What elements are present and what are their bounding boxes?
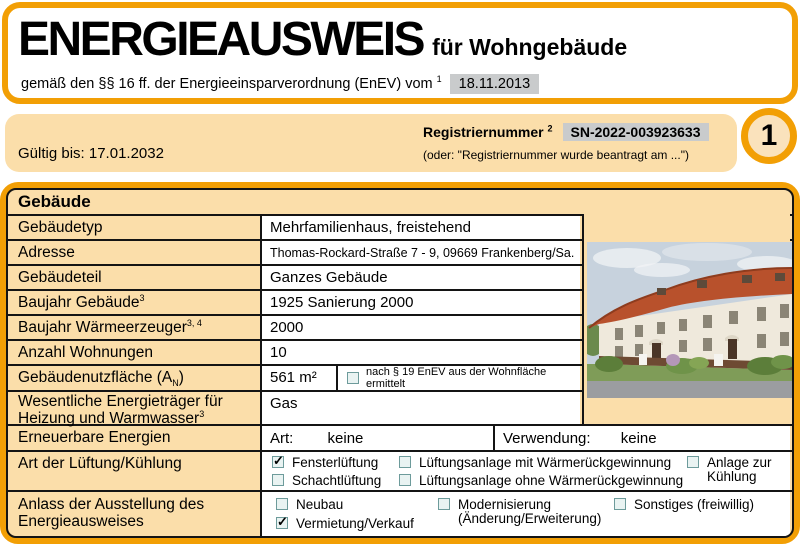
row-value-gebaeudeteil: Ganzes Gebäude xyxy=(260,266,580,289)
law-reference xyxy=(21,74,539,94)
checkbox-label: Neubau xyxy=(296,497,344,512)
checkbox-vermietung-verkauf[interactable] xyxy=(276,517,288,529)
footnote-marker: 3, 4 xyxy=(186,317,202,328)
title-line xyxy=(18,13,792,66)
row-value-baujahr-waermeerzeuger: 2000 xyxy=(260,316,580,339)
checkbox-label: Schachtlüftung xyxy=(292,473,382,488)
row-value-anlass xyxy=(260,492,790,536)
valid-until-date: 17.01.2032 xyxy=(88,145,164,162)
verwendung-value: keine xyxy=(620,430,657,447)
row-label-lueftung: Art der Lüftung/Kühlung xyxy=(18,455,182,472)
checkbox-label: Kühlung xyxy=(707,469,757,484)
building-photo xyxy=(587,242,792,398)
row-label-baujahr-waermeerzeuger: Baujahr Wärmeerzeuger$^{3, 4}$ xyxy=(18,317,202,336)
row-value-energietraeger: Gas xyxy=(260,392,580,424)
checkbox-wohnflaeche-ermittelt[interactable] xyxy=(347,372,359,384)
verwendung-label: Verwendung: xyxy=(503,430,591,447)
art-value: keine xyxy=(327,430,364,447)
row-value-nutzflaeche xyxy=(260,366,580,390)
row-value-lueftung xyxy=(260,452,790,490)
page-title: ENERGIEAUSWEIS xyxy=(18,13,424,66)
row-label-energietraeger: Wesentliche Energieträger für Heizung und Warmwasser$^3$ xyxy=(18,393,223,427)
registration-line xyxy=(423,123,709,141)
valid-until-label: Gültig bis: xyxy=(18,145,85,162)
footnote-marker: 3 xyxy=(199,408,205,419)
row-value-adresse: Thomas-Rockard-Straße 7 - 9, 09669 Frankenberg/Sa. xyxy=(260,241,580,264)
checkbox-fensterlueftung[interactable] xyxy=(272,456,284,468)
building-table xyxy=(6,188,794,538)
checkbox-lueftungsanlage-mit-wrg[interactable] xyxy=(399,456,411,468)
nutzflaeche-value: 561 m² xyxy=(270,369,317,386)
table-row xyxy=(8,424,792,450)
law-text: gemäß den §§ 16 ff. der Energieeinsparverordnung (EnEV) vom xyxy=(21,76,433,92)
building-section-box xyxy=(0,182,800,544)
law-date-field: 18.11.2013 xyxy=(450,74,540,94)
table-row xyxy=(8,490,792,536)
checkbox-anlage-zur-kuehlung[interactable] xyxy=(687,456,699,468)
row-label-gebaeudetyp: Gebäudetyp xyxy=(18,219,103,236)
checkbox-label: Anlage zur xyxy=(707,455,772,470)
checkbox-label: nach § 19 EnEV aus der Wohnfläche ermittelt xyxy=(366,366,547,390)
row-label-anlass: Anlass der Ausstellung des Energieausweises xyxy=(18,496,205,530)
registration-alt-text: (oder: "Registriernummer wurde beantragt am ...") xyxy=(423,148,689,162)
checkbox-label: Lüftungsanlage ohne Wärmerückgewinnung xyxy=(419,473,684,488)
checkbox-schachtlueftung[interactable] xyxy=(272,474,284,486)
page-title-suffix: für Wohngebäude xyxy=(432,34,628,60)
footnote-marker: 3 xyxy=(139,292,145,303)
row-label-gebaeudeteil: Gebäudeteil xyxy=(18,269,102,286)
row-value-gebaeudetyp: Mehrfamilienhaus, freistehend xyxy=(260,216,580,239)
checkbox-label: Modernisierung xyxy=(458,497,552,512)
checkbox-sonstiges[interactable] xyxy=(614,498,626,510)
checkbox-lueftungsanlage-ohne-wrg[interactable] xyxy=(399,474,411,486)
checkbox-label: Fensterlüftung xyxy=(292,455,379,470)
validity-band xyxy=(5,114,737,172)
table-row xyxy=(8,450,792,490)
checkbox-neubau[interactable] xyxy=(276,498,288,510)
page-number-badge: 1 xyxy=(741,108,797,164)
row-label-adresse: Adresse xyxy=(18,244,75,261)
section-title: Gebäude xyxy=(18,192,91,211)
registration-label: Registriernummer xyxy=(423,124,544,140)
checkbox-label: Sonstiges (freiwillig) xyxy=(634,497,755,512)
checkbox-label: Lüftungsanlage mit Wärmerückgewinnung xyxy=(419,455,672,470)
checkbox-modernisierung[interactable] xyxy=(438,498,450,510)
valid-until xyxy=(18,145,164,162)
row-label-nutzflaeche: Gebäudenutzfläche $(A_N)$ xyxy=(18,369,184,389)
row-label-baujahr-gebaeude: Baujahr Gebäude$^3$ xyxy=(18,292,145,311)
law-footnote: 1 xyxy=(436,74,442,85)
header-box xyxy=(2,2,798,104)
row-value-baujahr-gebaeude: 1925 Sanierung 2000 xyxy=(260,291,580,314)
row-value-erneuerbare xyxy=(260,426,790,450)
checkbox-label: Vermietung/Verkauf xyxy=(296,516,414,531)
row-label-anzahl-wohnungen: Anzahl Wohnungen xyxy=(18,344,154,361)
registration-footnote: 2 xyxy=(547,123,553,134)
registration-number-field: SN-2022-003923633 xyxy=(563,123,709,141)
photo-column xyxy=(582,214,790,424)
row-value-anzahl-wohnungen: 10 xyxy=(260,341,580,364)
art-label: Art: xyxy=(270,430,294,447)
checkbox-label: (Änderung/Erweiterung) xyxy=(458,511,602,526)
row-label-erneuerbare: Erneuerbare Energien xyxy=(18,429,171,446)
